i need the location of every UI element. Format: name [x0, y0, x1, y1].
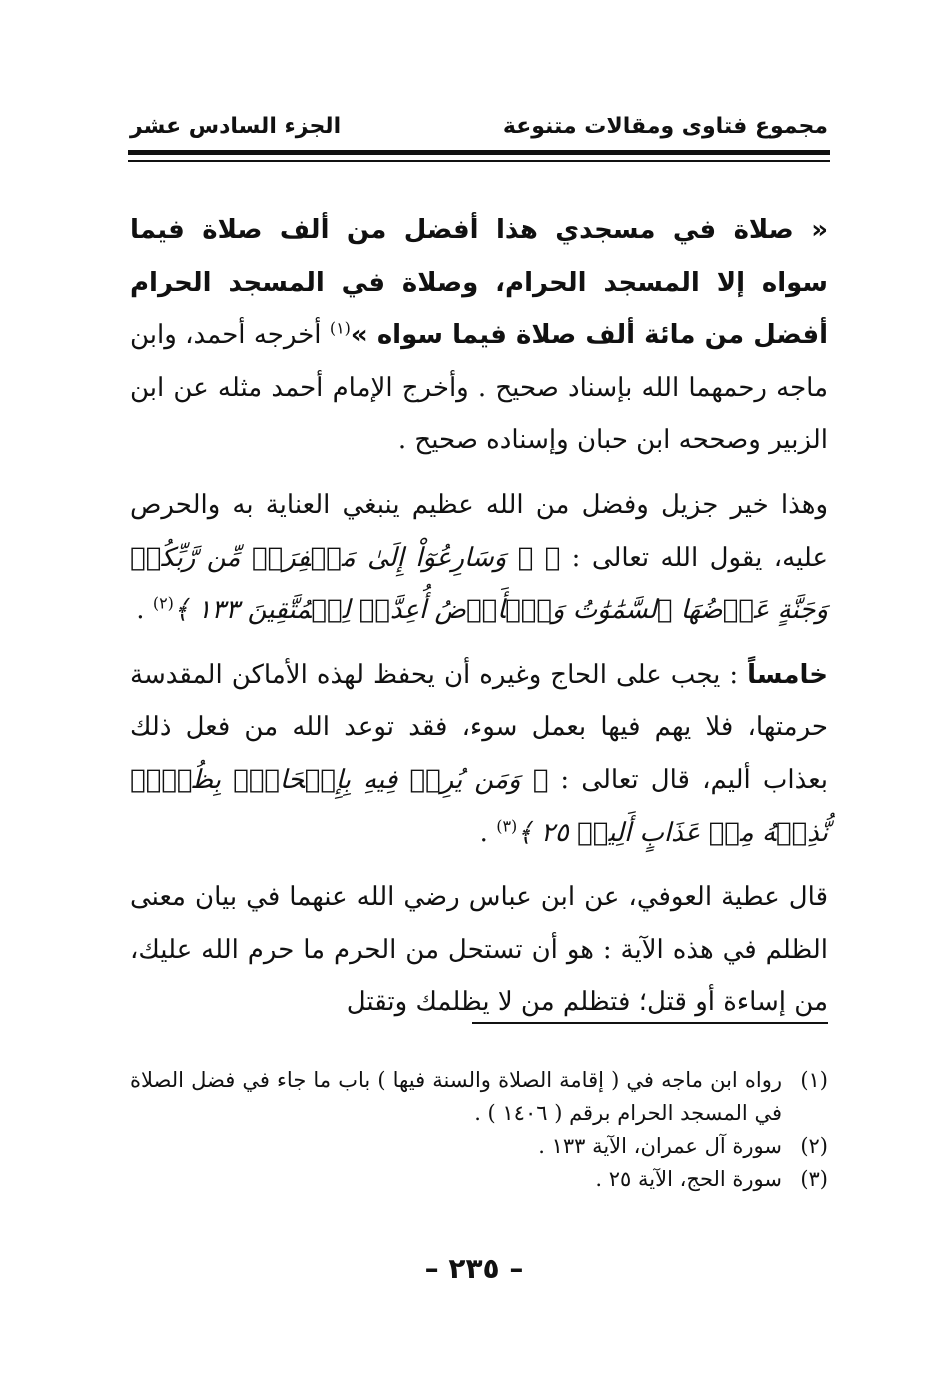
footnote-ref-1: (١) — [329, 318, 351, 338]
paragraph-1-text: أخرجه أحمد، وابن ماجه رحمهما الله بإسناد صحيح . وأخرج الإمام أحمد مثله عن ابن الزبير وصححه ابن حبان وإسناده صحيح . — [130, 320, 828, 456]
paragraph-3-text: : يجب على الحاج وغيره أن يحفظ لهذه الأماكن المقدسة حرمتها، فلا يهم فيها بعمل سوء، فقد توعد الله من فعل ذلك بعذاب أليم، قال تعالى : — [130, 659, 828, 795]
footnote-separator — [472, 1022, 828, 1024]
quran-verse-2: ﴿ وَمَن يُرِدۡ فِيهِ بِإِلۡحَادِۭ بِظُلۡمٖ نُّذِقۡهُ مِنۡ عَذَابٍ أَلِيمٖ ٢٥ ﴾ — [130, 764, 828, 848]
running-header-title: مجموع فتاوى ومقالات متنوعة — [502, 114, 828, 139]
footnote-2 — [130, 1130, 828, 1163]
main-text — [130, 204, 828, 1029]
paragraph-2-text: وهذا خير جزيل وفضل من الله عظيم ينبغي العناية به والحرص عليه، يقول الله تعالى : — [130, 489, 828, 573]
section-lead-fifth: خامساً — [747, 659, 828, 690]
footnote-ref-2: (٢) — [152, 593, 174, 613]
paragraph-4-text: قال عطية العوفي، عن ابن عباس رضي الله عنهما في بيان معنى الظلم في هذه الآية : هو أن تستحل من الحرم ما حرم الله عليك، من إساءة أو قتل؛ فتظلم من لا يظلمك وتقتل — [130, 882, 828, 1018]
running-header-volume: الجزء السادس عشر — [130, 114, 342, 139]
paragraph-2-end: . — [136, 595, 153, 626]
footnote-number: (٢) — [800, 1134, 828, 1158]
header-rule-thin — [128, 160, 830, 162]
footnote-number: (٣) — [800, 1167, 828, 1191]
page-number: – ٢٣٥ – — [424, 1252, 524, 1285]
paragraph-1 — [130, 204, 828, 467]
hadith-quote: « صلاة في مسجدي هذا أفضل من ألف صلاة فيما سواه إلا المسجد الحرام، وصلاة في المسجد الحرام أفضل من مائة ألف صلاة فيما سواه » — [130, 215, 829, 351]
paragraph-2 — [130, 479, 828, 637]
footnotes — [130, 1064, 828, 1196]
footnote-3 — [130, 1163, 828, 1196]
paragraph-3-end: . — [479, 817, 497, 848]
footnote-text: رواه ابن ماجه في ( إقامة الصلاة والسنة فيها ) باب ما جاء في فضل الصلاة في المسجد الحرام برقم ( ١٤٠٦ ) . — [130, 1068, 782, 1125]
footnote-text: سورة الحج، الآية ٢٥ . — [595, 1167, 782, 1191]
quran-verse-1: ﴿ ۞ وَسَارِعُوٓاْ إِلَىٰ مَغۡفِرَةٖ مِّن رَّبِّكُمۡ وَجَنَّةٍ عَرۡضُهَا ٱلسَّمَٰوَٰتُ وَٱلۡأَرۡضُ أُعِدَّتۡ لِلۡمُتَّقِينَ ١٣٣ ﴾ — [130, 542, 828, 626]
paragraph-4 — [130, 871, 828, 1029]
footnote-text: سورة آل عمران، الآية ١٣٣ . — [538, 1134, 782, 1158]
footnote-1 — [130, 1064, 828, 1130]
footnote-ref-3: (٣) — [496, 815, 518, 835]
paragraph-3 — [130, 649, 828, 859]
footnote-number: (١) — [800, 1068, 828, 1092]
header-rule-thick — [128, 150, 830, 155]
